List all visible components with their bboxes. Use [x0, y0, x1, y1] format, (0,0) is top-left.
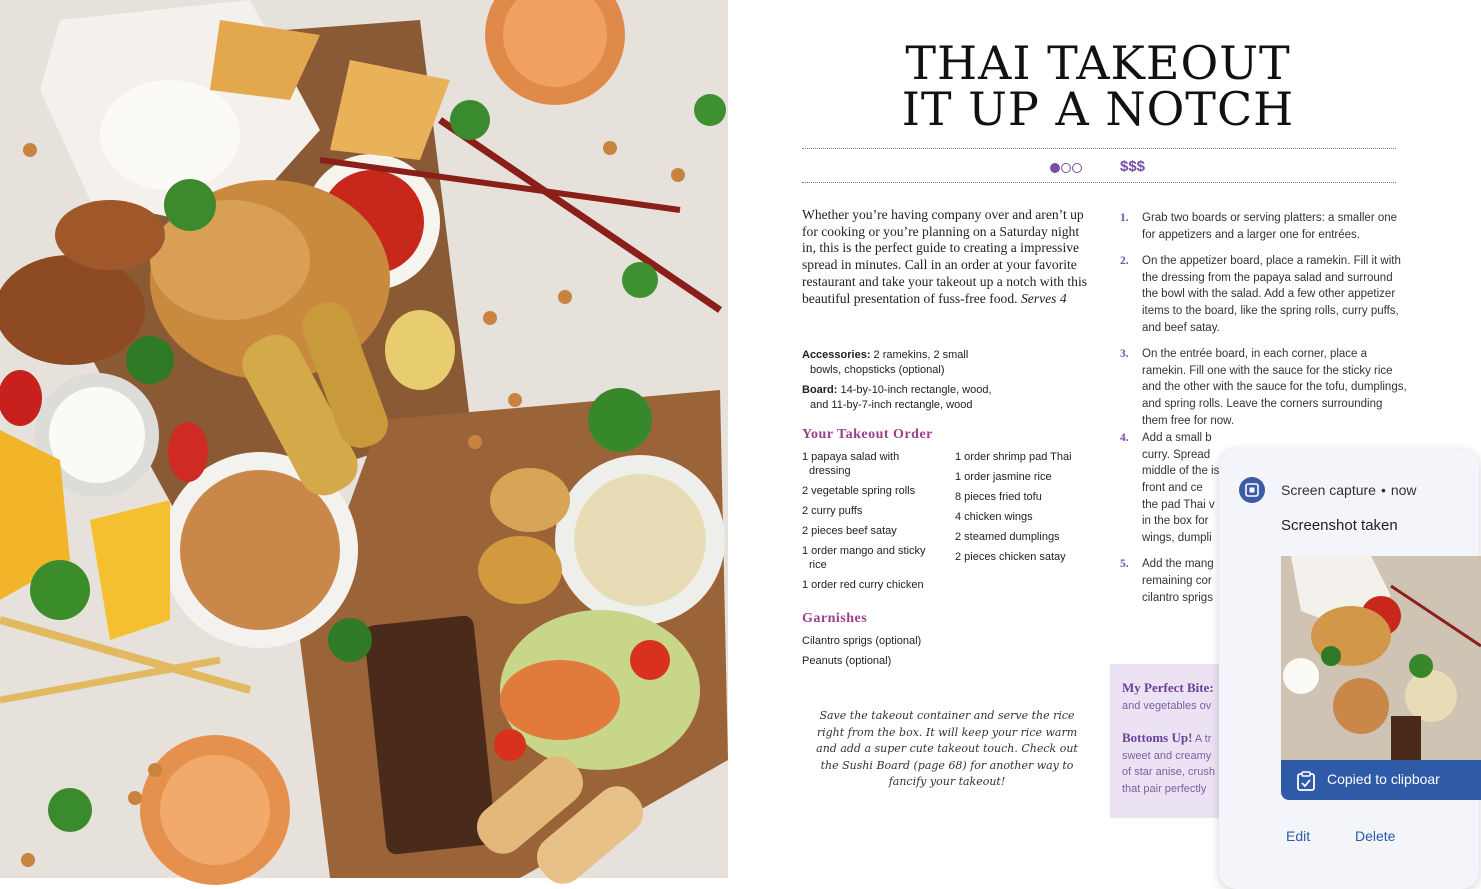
board-label: Board: — [802, 384, 838, 396]
title-line-2: IT UP A NOTCH — [901, 82, 1295, 136]
order-item: 2 pieces chicken satay — [955, 551, 1066, 563]
tip-note: Save the takeout container and serve the rice right from the box. It will keep your rice warm and add a super cute takeout touch. Check out the Sushi Board (page 68) for another way to fancify your takeout! — [816, 709, 1078, 788]
tip-bottoms-up: Bottoms Up! A tr sweet and creamy of star anise, crush that pair perfectly — [1122, 730, 1215, 795]
board-spec — [802, 383, 1102, 413]
order-item: 2 curry puffs — [802, 505, 863, 517]
accessories-label: Accessories: — [802, 349, 871, 361]
order-item: 2 pieces beef satay — [802, 525, 897, 537]
garnish-list — [802, 634, 1002, 674]
screen-capture-icon — [1239, 477, 1265, 503]
order-list-col2 — [955, 450, 1105, 570]
order-list-col1 — [802, 450, 952, 598]
order-item: 1 order shrimp pad Thai — [955, 451, 1072, 463]
app-name: Screen capture — [1281, 482, 1376, 498]
serves-text: Serves 4 — [1020, 290, 1067, 306]
accessories-line-2: bowls, chopsticks (optional) — [810, 364, 945, 376]
step-item: 2. On the appetizer board, place a ramekin. Fill it with the dressing from the papaya salad and surround the bowl with the salad. Add a few other appetizer items to the board, like the spring rolls, curry puffs, and beef satay. — [1120, 255, 1401, 334]
step-item: 4. Add a small b curry. Spread middle of the is front and ce the pad Thai v in the box for wings, dumpli — [1120, 432, 1220, 544]
order-item: 1 papaya salad with dressing — [802, 451, 900, 477]
order-item: 2 steamed dumplings — [955, 531, 1060, 543]
copied-to-clipboard-bar — [1281, 760, 1481, 800]
difficulty-dot-filled — [1050, 163, 1060, 173]
difficulty-dot-empty — [1072, 163, 1082, 173]
intro-paragraph — [802, 207, 1092, 307]
food-photo — [0, 0, 728, 878]
order-item: 1 order mango and sticky rice — [802, 545, 926, 571]
order-item: 1 order red curry chicken — [802, 579, 924, 591]
garnish-item: Peanuts (optional) — [802, 655, 892, 667]
clipboard-check-icon — [1295, 770, 1317, 792]
tip-perfect-bite: My Perfect Bite: and vegetables ov — [1122, 680, 1214, 712]
divider-top — [802, 148, 1396, 149]
garnish-heading: Garnishes — [802, 611, 868, 626]
screenshot-notification[interactable] — [1219, 449, 1479, 889]
step-item: 3. On the entrée board, in each corner, place a ramekin. Fill one with the sauce for the sticky rice and the other with the sauce for the tofu, dumplings, and spring rolls. Leave the corners surrounding them free for now. — [1120, 348, 1407, 427]
recipe-title — [858, 36, 1338, 136]
step-item: 1. Grab two boards or serving platters: a smaller one for appetizers and a larger one for entrées. — [1120, 212, 1398, 241]
board-line-2: and 11-by-7-inch rectangle, wood — [810, 399, 973, 411]
order-item: 2 vegetable spring rolls — [802, 485, 916, 497]
garnish-item: Cilantro sprigs (optional) — [802, 635, 922, 647]
title-line-1: THAI TAKEOUT — [905, 36, 1291, 90]
copied-text: Copied to clipboar — [1327, 771, 1440, 787]
price-rating: $$$ — [1120, 158, 1146, 175]
order-item: 4 chicken wings — [955, 511, 1033, 523]
order-heading: Your Takeout Order — [802, 427, 933, 442]
difficulty-indicator — [1050, 160, 1083, 174]
order-item: 8 pieces fried tofu — [955, 491, 1042, 503]
order-item: 1 order jasmine rice — [955, 471, 1052, 483]
notification-time: now — [1390, 482, 1417, 498]
notification-source: Screen capture • now — [1281, 482, 1417, 498]
divider-bottom — [802, 182, 1396, 183]
food-photo-illustration — [0, 0, 728, 878]
screenshot-thumbnail[interactable] — [1281, 556, 1481, 760]
difficulty-dot-empty — [1061, 163, 1071, 173]
accessories — [802, 348, 1102, 378]
accessories-line-1: 2 ramekins, 2 small — [870, 349, 969, 361]
step-item: 5. Add the mang remaining cor cilantro sprigs — [1120, 558, 1214, 604]
board-line-1: 14-by-10-inch rectangle, wood, — [837, 384, 992, 396]
notification-title: Screenshot taken — [1281, 517, 1398, 534]
edit-button[interactable]: Edit — [1286, 828, 1311, 844]
delete-button[interactable]: Delete — [1355, 828, 1396, 844]
intro-text: Whether you’re having company over and aren’t up for cooking or you’re planning on a Saturday night in, this is the perfect guide to creating a impressive spread in minutes. Call in an order at your favorite restaurant and take your takeout up a notch with this beautiful presentation of fuss-free food. — [802, 207, 1088, 306]
